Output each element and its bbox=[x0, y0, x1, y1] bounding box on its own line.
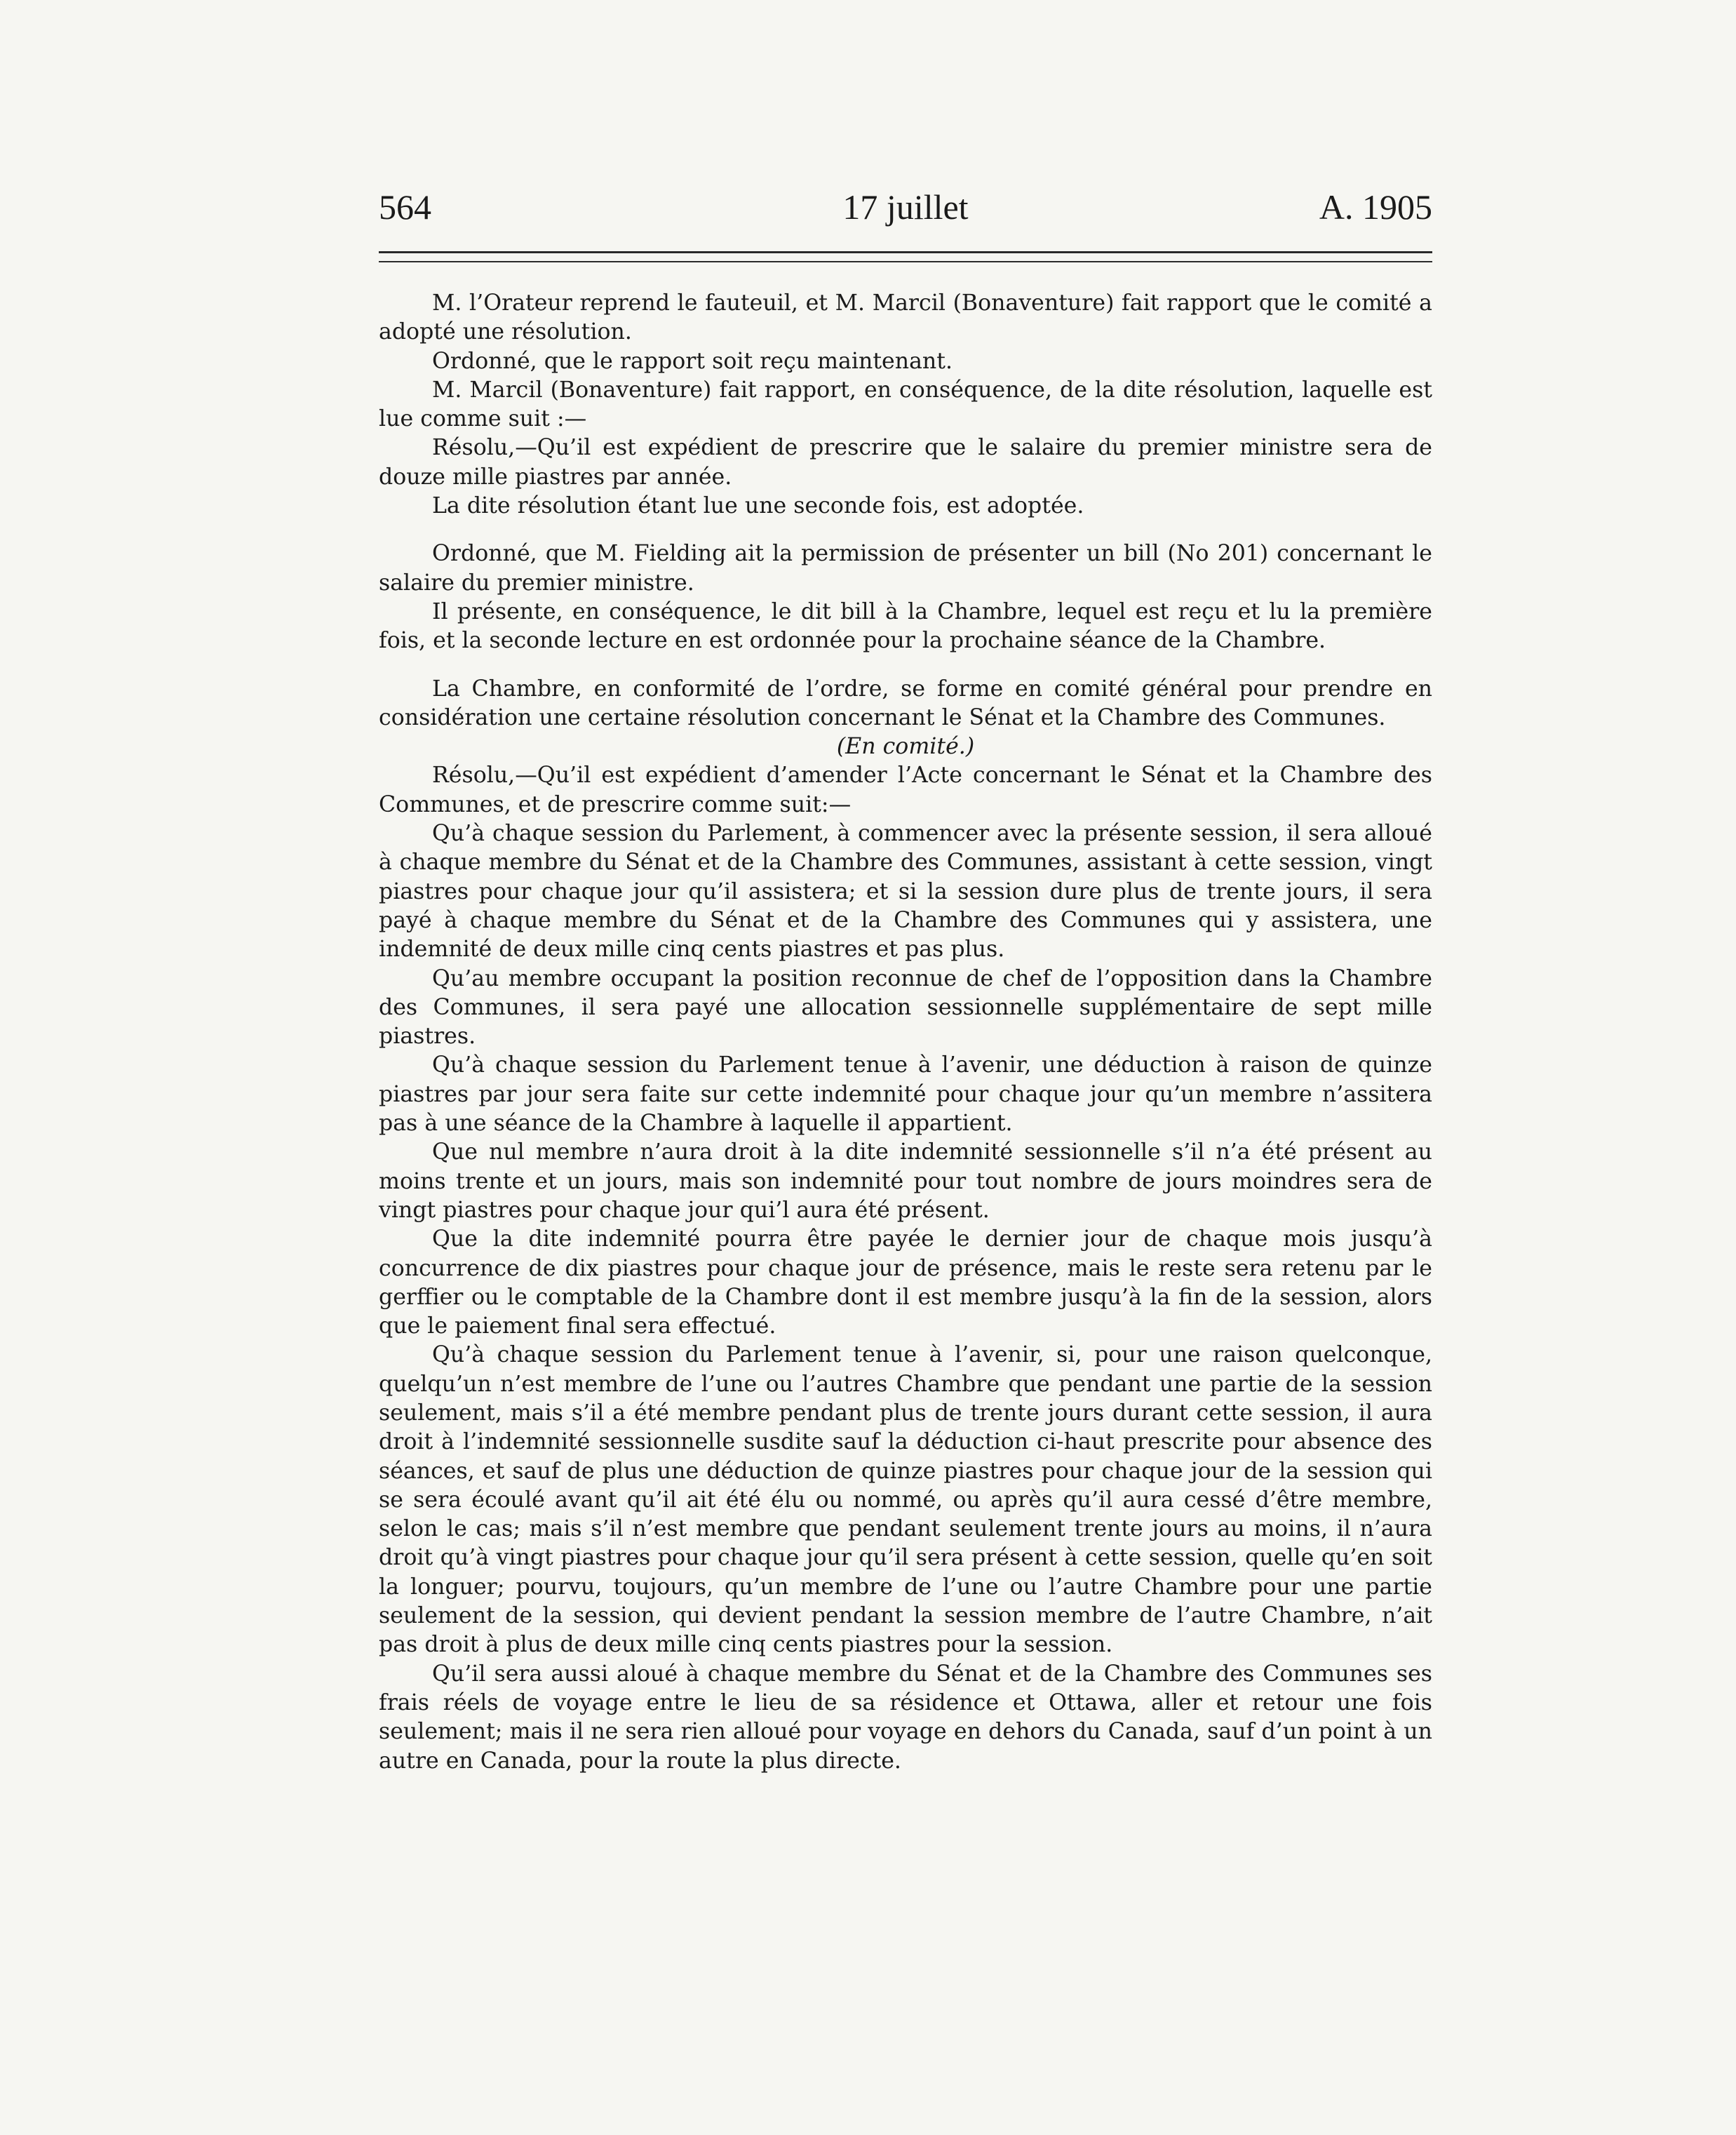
header-rule-top bbox=[379, 251, 1432, 253]
header-year: A. 1905 bbox=[1319, 187, 1432, 227]
header-date: 17 juillet bbox=[842, 187, 969, 227]
page-number: 564 bbox=[379, 187, 431, 227]
paragraph: Que la dite indemnité pourra être payée le dernier jour de chaque mois jusqu’à concurrence de dix piastres pour chaque jour de présence, mais le reste sera retenu par le gerffier ou le comptable de la Chambre dont il est membre jusqu’à la fin de la session, alors que le paiement final sera effectué. bbox=[379, 1226, 1432, 1339]
paragraph: Il présente, en conséquence, le dit bill à la Chambre, lequel est reçu et lu la première fois, et la seconde lecture en est ordonnée pour la prochaine séance de la Chambre. bbox=[379, 598, 1432, 654]
paragraph: La Chambre, en conformité de l’ordre, se forme en comité général pour prendre en considération une certaine résolution concernant le Sénat et la Chambre des Communes. bbox=[379, 676, 1432, 730]
paragraph: M. Marcil (Bonaventure) fait rapport, en conséquence, de la dite résolution, laquelle est lue comme suit :— bbox=[379, 377, 1432, 432]
paragraph: Qu’à chaque session du Parlement, à commencer avec la présente session, il sera alloué à chaque membre du Sénat et de la Chambre des Communes, assistant à cette session, vingt piastres pour chaque jour qu’il assistera; et si la session dure plus de trente jours, il sera payé à chaque membre du Sénat et de la Chambre des Communes qui y assistera, une indemnité de deux mille cinq cents piastres et pas plus. bbox=[379, 821, 1432, 963]
paragraph: Ordonné, que M. Fielding ait la permission de présenter un bill (No 201) concernant le salaire du premier ministre. bbox=[379, 541, 1432, 596]
page-header bbox=[379, 184, 1432, 230]
paragraph: La dite résolution étant lue une seconde fois, est adoptée. bbox=[432, 493, 1084, 519]
paragraph: Qu’à chaque session du Parlement tenue à l’avenir, une déduction à raison de quinze piastres par jour sera faite sur cette indemnité pour chaque jour qu’un membre n’assitera pas à une séance de la Chambre à laquelle il appartient. bbox=[379, 1052, 1432, 1137]
header-rule-bottom bbox=[379, 261, 1432, 262]
paragraph: Qu’à chaque session du Parlement tenue à l’avenir, si, pour une raison quelconque, quelqu’un n’est membre de l’une ou l’autres Chambre que pendant une partie de la session seulement, mais s’il a été membre pendant plus de trente jours durant cette session, il aura droit à l’indemnité sessionnelle susdite sauf la déduction ci-haut prescrite pour absence des séances, et sauf de plus une déduction de quinze piastres pour chaque jour de la session qui se sera écoulé avant qu’il ait été élu ou nommé, ou après qu’il aura cessé d’être membre, selon le cas; mais s’il n’est membre que pendant seulement trente jours au moins, il n’aura droit qu’à vingt piastres pour chaque jour qu’il sera présent à cette session, quelle qu’en soit la longuer; pourvu, toujours, qu’un membre de l’une ou l’autre Chambre pour une partie seulement de la session, qui devient pendant la session membre de l’autre Chambre, n’ait pas droit à plus de deux mille cinq cents piastres pour la session. bbox=[379, 1342, 1432, 1658]
paragraph: Que nul membre n’aura droit à la dite indemnité sessionnelle s’il n’a été présent au moins trente et un jours, mais son indemnité pour tout nombre de jours moindres sera de vingt piastres pour chaque jour qui’l aura été présent. bbox=[379, 1139, 1432, 1223]
paragraph: M. l’Orateur reprend le fauteuil, et M. Marcil (Bonaventure) fait rapport que le comité a adopté une résolution. bbox=[379, 290, 1432, 345]
paragraph: Résolu,—Qu’il est expédient d’amender l’Acte concernant le Sénat et la Chambre des Communes, et de prescrire comme suit:— bbox=[379, 763, 1432, 817]
paragraph: Résolu,—Qu’il est expédient de prescrire que le salaire du premier ministre sera de douze mille piastres par année. bbox=[379, 435, 1432, 490]
page-body bbox=[379, 289, 1432, 1776]
paragraph: Ordonné, que le rapport soit reçu maintenant. bbox=[432, 348, 953, 374]
paragraph: Qu’il sera aussi aloué à chaque membre du Sénat et de la Chambre des Communes ses frais réels de voyage entre le lieu de sa résidence et Ottawa, aller et retour une fois seulement; mais il ne sera rien alloué pour voyage en dehors du Canada, sauf d’un point à un autre en Canada, pour la route la plus directe. bbox=[379, 1661, 1432, 1774]
section-heading: (En comité.) bbox=[836, 734, 975, 760]
paragraph: Qu’au membre occupant la position reconnue de chef de l’opposition dans la Chambre des Communes, il sera payé une allocation sessionnelle supplémentaire de sept mille piastres. bbox=[379, 965, 1432, 1050]
